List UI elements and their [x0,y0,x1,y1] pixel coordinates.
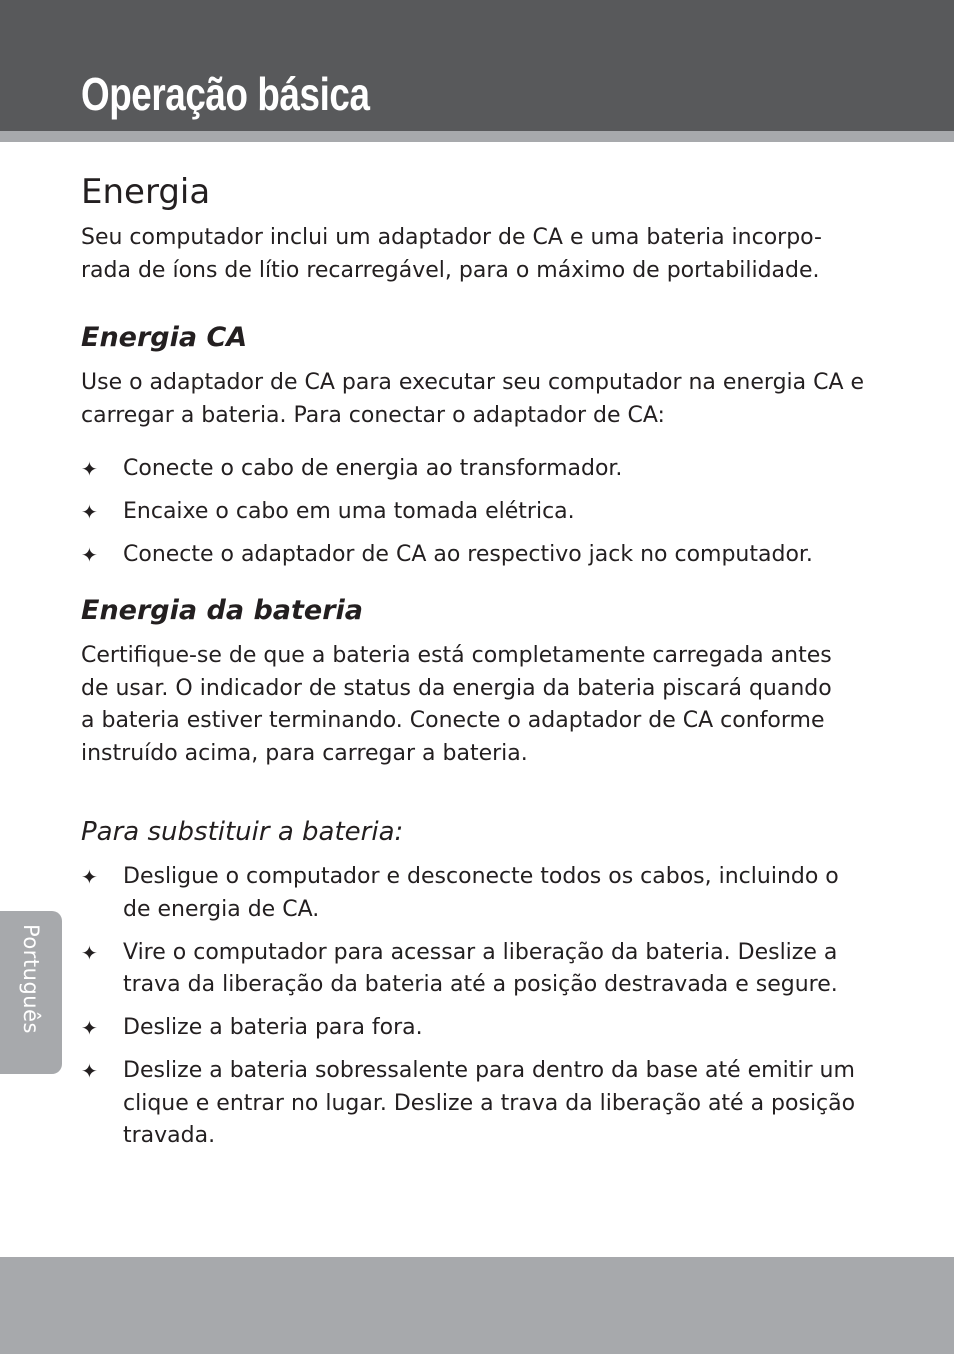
list-item [81,453,813,486]
list-item-text: Vire o computador para acessar a liberação da bateria. Deslize a [123,939,838,965]
section-intro [81,222,822,287]
list-item-text: travada. [123,1123,216,1149]
list-item-text: Encaixe o cabo em uma tomada elétrica. [123,498,575,524]
body-line: a bateria estiver terminando. Conecte o adaptador de CA conforme [81,708,825,734]
battery-power-heading: Energia da bateria [81,595,363,626]
four-point-star-icon: ✦ [81,1059,98,1084]
list-item-text: trava da liberação da bateria até a posição destravada e segure. [123,972,838,998]
body-line: de usar. O indicador de status da energia da bateria piscará quando [81,675,832,701]
list-item [81,861,855,926]
battery-power-body [81,640,832,770]
four-point-star-icon: ✦ [81,457,98,481]
body-line: Use o adaptador de CA para executar seu computador na energia CA e [81,370,865,395]
body-line: instruído acima, para carregar a bateria. [81,740,528,766]
list-item-text: Deslize a bateria sobressalente para dentro da base até emitir um [123,1058,855,1084]
list-item-text: Conecte o cabo de energia ao transformador. [123,456,623,481]
four-point-star-icon: ✦ [81,940,98,965]
section-heading: Energia [81,172,211,212]
intro-line: Seu computador inclui um adaptador de CA e uma bateria incorpo- [81,225,822,250]
replace-battery-steps [81,861,855,1153]
four-point-star-icon: ✦ [81,499,98,524]
list-item [81,1012,855,1045]
language-tab-label: Português [19,924,43,1034]
list-item [81,496,813,529]
intro-line: rada de íons de lítio recarregável, para o máximo de portabilidade. [81,257,820,283]
ac-power-steps [81,453,813,572]
page-title: Operação básica [81,68,370,120]
list-item-text: Deslize a bateria para fora. [123,1015,423,1041]
four-point-star-icon: ✦ [81,542,98,567]
list-item [81,937,855,1002]
list-item-text: clique e entrar no lugar. Deslize a trava da liberação até a posição [123,1090,856,1116]
list-item-text: Desligue o computador e desconecte todos os cabos, incluindo o [123,864,839,889]
list-item-text: Conecte o adaptador de CA ao respectivo jack no computador. [123,541,813,567]
list-item [81,1055,855,1153]
four-point-star-icon: ✦ [81,1016,98,1041]
ac-power-heading: Energia CA [81,322,248,353]
four-point-star-icon: ✦ [81,865,98,889]
header-divider [0,131,954,142]
list-item [81,539,813,572]
page-footer [0,1257,954,1354]
replace-battery-heading: Para substituir a bateria: [81,817,404,847]
body-line: Certifique-se de que a bateria está completamente carregada antes [81,643,832,668]
ac-power-body [81,367,864,432]
list-item-text: de energia de CA. [123,896,320,922]
body-line: carregar a bateria. Para conectar o adaptador de CA: [81,402,665,428]
